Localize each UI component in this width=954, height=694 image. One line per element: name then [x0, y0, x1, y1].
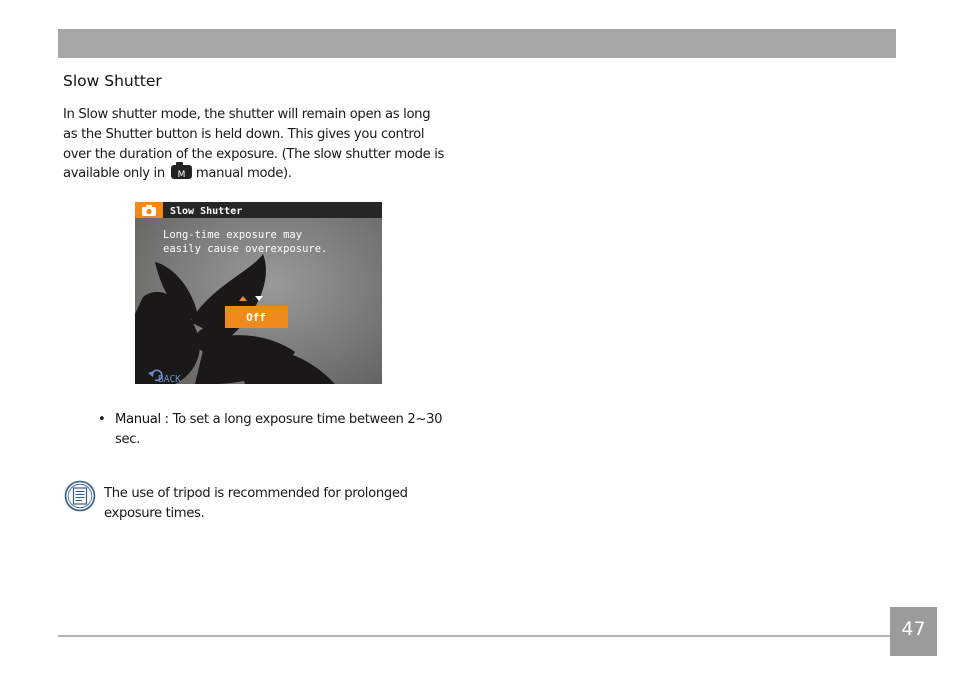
- intro-paragraph: [63, 105, 453, 184]
- intro-line: [63, 164, 453, 184]
- bullet-text: [115, 410, 448, 450]
- footer-divider: [58, 635, 891, 637]
- note-line: exposure times.: [104, 506, 205, 521]
- lcd-screen: [135, 202, 382, 384]
- bullet-description: sec.: [115, 432, 141, 447]
- intro-line: In Slow shutter mode, the shutter will remain open as long: [63, 107, 431, 122]
- camera-manual-mode-icon: [171, 165, 192, 179]
- note-line: The use of tripod is recommended for prolonged: [104, 486, 408, 501]
- intro-line: as the Shutter button is held down. This gives you control: [63, 126, 425, 142]
- intro-line: over the duration of the exposure. (The slow shutter mode is: [63, 146, 445, 162]
- option-value: Off: [246, 311, 266, 324]
- note-text: [104, 484, 444, 524]
- lcd-message-line: Long-time exposure may: [163, 229, 303, 241]
- intro-line-text: available only in: [63, 166, 165, 182]
- intro-line-text: manual mode).: [195, 166, 292, 182]
- section-title: Slow Shutter: [63, 72, 162, 90]
- lcd-message-line: easily cause overexposure.: [163, 243, 328, 255]
- lcd-menu-title: Slow Shutter: [170, 206, 243, 217]
- bullet-description: : To set a long exposure time between 2~30: [160, 412, 443, 427]
- bullet-term: Manual: [115, 412, 161, 427]
- note-icon: [64, 480, 96, 512]
- bullet-dot: •: [98, 412, 106, 427]
- page-number: 47: [890, 607, 937, 656]
- camera-lcd-screenshot: [135, 202, 382, 384]
- back-label[interactable]: BACK: [158, 374, 181, 384]
- bullet-item-manual: [98, 410, 448, 450]
- mode-icon-letter: M: [177, 170, 186, 181]
- header-bar: [58, 29, 896, 58]
